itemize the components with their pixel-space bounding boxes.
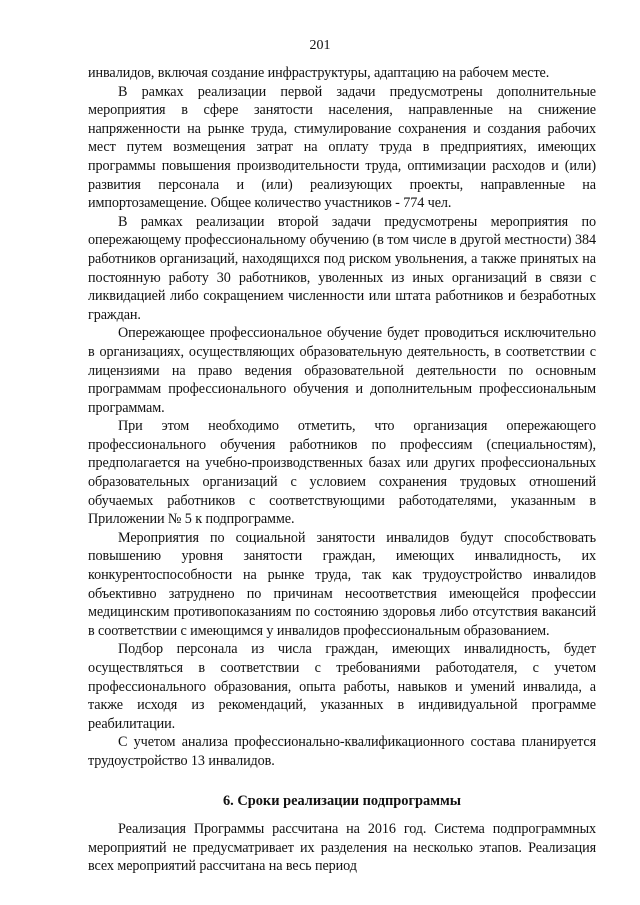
page-number: 201 [309, 38, 331, 53]
paragraph-disabled-employment: Мероприятия по социальной занятости инвалидов будут способствовать повышению уровня занятости граждан, имеющих инвалидность, их конкурентоспособности на рынке труда, так как трудоустройство инвалидов объективно затруднено по причинам несоответствия имеющейся профессии медицинским противопоказаниям по состоянию здоровья либо отсутствия вакансий в соответствии с имеющимся у инвалидов профессиональным образованием. [88, 529, 596, 639]
paragraph-first-task: В рамках реализации первой задачи предусмотрены дополнительные мероприятия в сфере занятости населения, направленные на снижение напряженности на рынке труда, стимулирование сохранения и создания рабочих мест путем возмещения затрат на оплату труда в предприятиях, имеющих программы повышения производительности труда, оптимизации расходов и (или) развития персонала и (или) реализующих проекты, направленные на импортозамещение. Общее количество участников - 774 чел. [88, 83, 596, 212]
section-heading: 6. Сроки реализации подпрограммы [222, 792, 462, 809]
paragraph-training-organization: При этом необходимо отметить, что организация опережающего профессионального обучения работников по профессиям (специальностям), предполагается на учебно-производственных базах или других профессиональных образовательных организаций с условием сохранения трудовых отношений обучаемых работников с соответствующими работодателями, указанным в Приложении № 5 к подпрограмме. [88, 418, 596, 528]
document-body [88, 64, 596, 876]
paragraph-personnel-selection: Подбор персонала из числа граждан, имеющих инвалидность, будет осуществляться в соответствии с требованиями работодателя, с учетом профессионального образования, опыта работы, навыков и умений инвалида, а также исходя из рекомендаций, указанных в индивидуальной программе реабилитации. [88, 641, 596, 732]
paragraph-advance-training: Опережающее профессиональное обучение будет проводиться исключительно в организациях, осуществляющих образовательную деятельность, в соответствии с лицензиями на право ведения образовательной деятельности по основным программам профессионального обучения и дополнительным профессиональным программам. [88, 325, 596, 416]
paragraph-second-task: В рамках реализации второй задачи предусмотрены мероприятия по опережающему профессиональному обучению (в том числе в другой местности) 384 работников организаций, находящихся под риском увольнения, а также принятых на постоянную работу 30 работников, уволенных из иных организаций в связи с ликвидацией либо сокращением численности или штата работников и безработных граждан. [88, 213, 596, 323]
paragraph-continuation: инвалидов, включая создание инфраструктуры, адаптацию на рабочем месте. [88, 65, 550, 81]
paragraph-planned-employment: С учетом анализа профессионально-квалификационного состава планируется трудоустройство 13 инвалидов. [88, 734, 596, 769]
paragraph-program-timing: Реализация Программы рассчитана на 2016 год. Система подпрограммных мероприятий не предусматривает их разделения на несколько этапов. Реализация всех мероприятий рассчитана на весь период [88, 821, 596, 875]
